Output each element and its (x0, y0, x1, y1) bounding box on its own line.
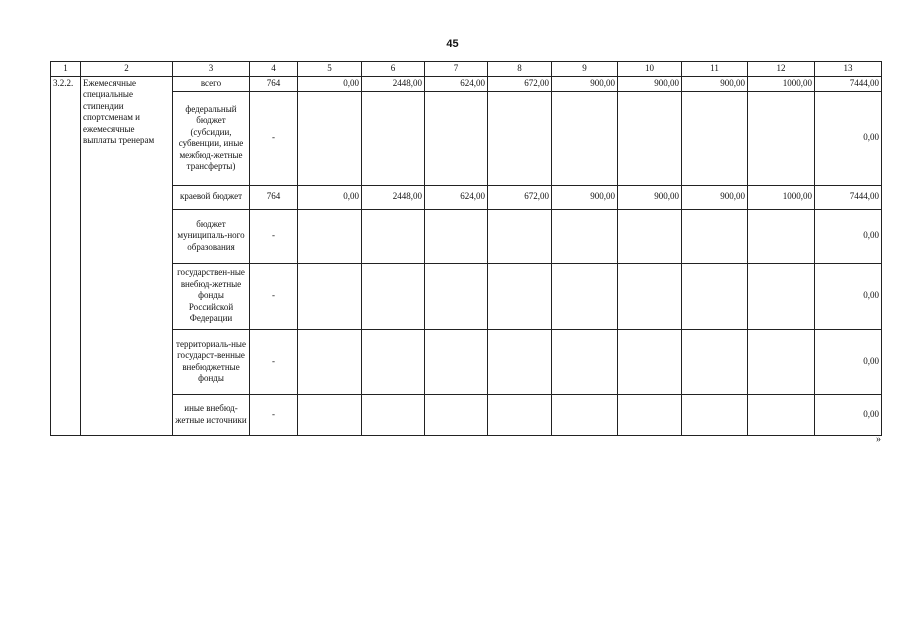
closing-quote-mark: » (876, 434, 881, 445)
cell-value: - (250, 329, 298, 394)
cell-value (618, 91, 682, 185)
col-header: 2 (81, 62, 173, 77)
cell-value: 764 (250, 185, 298, 209)
cell-value (425, 329, 488, 394)
col-header: 11 (682, 62, 748, 77)
cell-value (682, 329, 748, 394)
cell-value: 0,00 (815, 263, 882, 329)
funding-source: иные внебюд-жетные источники (173, 394, 250, 435)
funding-source: краевой бюджет (173, 185, 250, 209)
funding-source: бюджет муниципаль-ного образования (173, 209, 250, 263)
col-header: 13 (815, 62, 882, 77)
cell-value: 900,00 (682, 76, 748, 91)
cell-value (362, 209, 425, 263)
cell-value (618, 209, 682, 263)
cell-value (552, 329, 618, 394)
cell-value (552, 263, 618, 329)
table-row (51, 329, 882, 394)
cell-value (748, 329, 815, 394)
funding-source: всего (173, 76, 250, 91)
cell-value: 1000,00 (748, 185, 815, 209)
budget-table (50, 61, 882, 436)
cell-value: 764 (250, 76, 298, 91)
cell-value (488, 329, 552, 394)
table-row (51, 185, 882, 209)
col-header: 9 (552, 62, 618, 77)
cell-value (552, 91, 618, 185)
table-row (51, 76, 882, 91)
table-row (51, 263, 882, 329)
col-header: 10 (618, 62, 682, 77)
cell-value: 624,00 (425, 76, 488, 91)
cell-value: 7444,00 (815, 76, 882, 91)
cell-value (618, 394, 682, 435)
cell-value: 0,00 (815, 91, 882, 185)
cell-value (362, 263, 425, 329)
cell-value (298, 263, 362, 329)
cell-value (552, 394, 618, 435)
cell-value (425, 263, 488, 329)
funding-source: государствен-ные внебюд-жетные фонды Российской Федерации (173, 263, 250, 329)
cell-value: 900,00 (682, 185, 748, 209)
cell-value: 672,00 (488, 185, 552, 209)
page-number: 45 (446, 38, 459, 50)
cell-value: 2448,00 (362, 185, 425, 209)
cell-value: 0,00 (815, 329, 882, 394)
table-row (51, 209, 882, 263)
cell-value (748, 263, 815, 329)
cell-value: 900,00 (552, 76, 618, 91)
funding-source: федеральный бюджет (субсидии, субвенции, иные межбюд-жетные трансферты) (173, 91, 250, 185)
cell-value: 900,00 (618, 185, 682, 209)
cell-value (488, 91, 552, 185)
item-name: Ежемесячные специальные стипендии спортсменам и ежемесячные выплаты тренерам (81, 76, 173, 435)
cell-value: 0,00 (815, 394, 882, 435)
cell-value (552, 209, 618, 263)
cell-value: 672,00 (488, 76, 552, 91)
cell-value (488, 209, 552, 263)
col-header: 8 (488, 62, 552, 77)
cell-value: - (250, 263, 298, 329)
cell-value (618, 329, 682, 394)
cell-value: 900,00 (618, 76, 682, 91)
cell-value (748, 91, 815, 185)
cell-value (298, 394, 362, 435)
cell-value (362, 329, 425, 394)
cell-value (682, 394, 748, 435)
cell-value: - (250, 91, 298, 185)
cell-value: 900,00 (552, 185, 618, 209)
col-header: 6 (362, 62, 425, 77)
cell-value (488, 263, 552, 329)
cell-value: - (250, 209, 298, 263)
cell-value (425, 209, 488, 263)
cell-value (748, 209, 815, 263)
header-row (51, 62, 882, 77)
col-header: 3 (173, 62, 250, 77)
col-header: 7 (425, 62, 488, 77)
cell-value (682, 91, 748, 185)
cell-value (425, 394, 488, 435)
item-code: 3.2.2. (51, 76, 81, 435)
cell-value (425, 91, 488, 185)
cell-value (748, 394, 815, 435)
cell-value: 7444,00 (815, 185, 882, 209)
col-header: 12 (748, 62, 815, 77)
cell-value (362, 91, 425, 185)
cell-value (682, 263, 748, 329)
cell-value: 0,00 (298, 185, 362, 209)
cell-value: 0,00 (298, 76, 362, 91)
table-row (51, 394, 882, 435)
cell-value (362, 394, 425, 435)
cell-value (488, 394, 552, 435)
cell-value (298, 91, 362, 185)
cell-value (298, 209, 362, 263)
cell-value (682, 209, 748, 263)
cell-value (298, 329, 362, 394)
table-row (51, 91, 882, 185)
col-header: 1 (51, 62, 81, 77)
cell-value: 0,00 (815, 209, 882, 263)
cell-value: 624,00 (425, 185, 488, 209)
cell-value: - (250, 394, 298, 435)
col-header: 5 (298, 62, 362, 77)
funding-source: территориаль-ные государст-венные внебюджетные фонды (173, 329, 250, 394)
cell-value (618, 263, 682, 329)
col-header: 4 (250, 62, 298, 77)
cell-value: 1000,00 (748, 76, 815, 91)
cell-value: 2448,00 (362, 76, 425, 91)
